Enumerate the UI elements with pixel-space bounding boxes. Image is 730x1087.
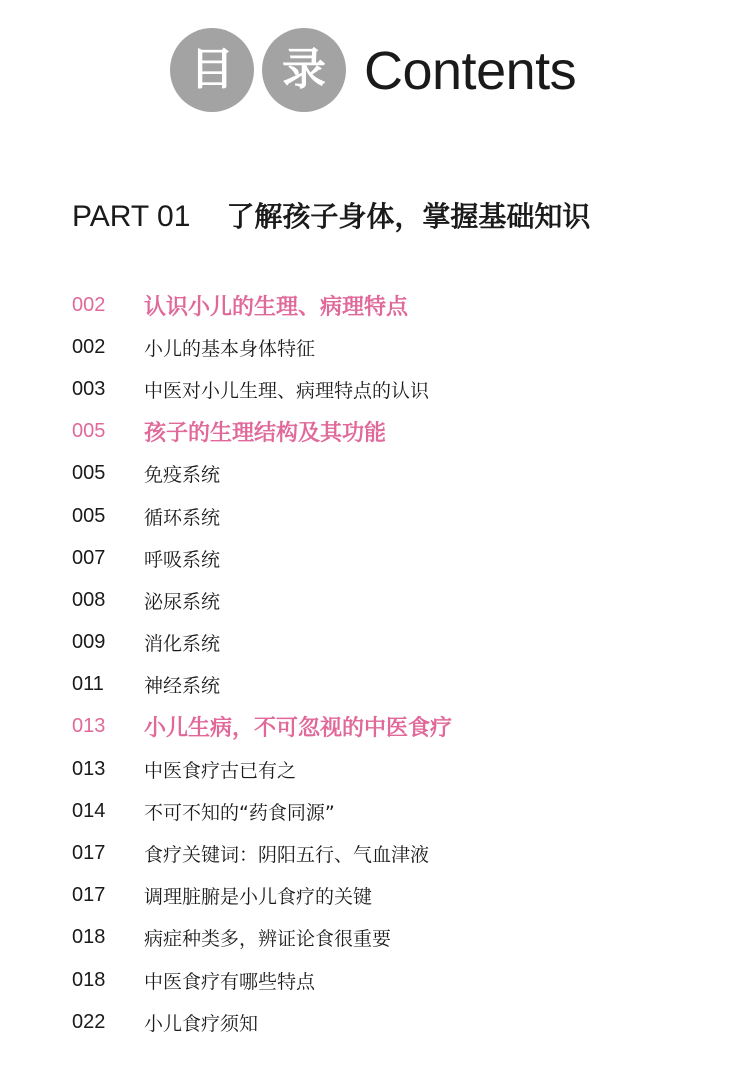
toc-entry-title: 不可不知的“药食同源” xyxy=(144,801,335,824)
toc-entry-title: 中医食疗有哪些特点 xyxy=(144,970,316,993)
toc-entry-title: 呼吸系统 xyxy=(144,548,221,571)
toc-section-heading[interactable] xyxy=(72,706,692,748)
toc-section-heading[interactable] xyxy=(72,284,692,326)
toc-entry-title: 小儿的基本身体特征 xyxy=(144,337,316,360)
toc-entry[interactable] xyxy=(72,537,692,579)
toc-page-number: 018 xyxy=(72,926,106,949)
toc-entry-title: 认识小儿的生理、病理特点 xyxy=(144,293,409,320)
toc-entry-title: 中医食疗古已有之 xyxy=(144,759,297,782)
toc-entry[interactable] xyxy=(72,832,692,874)
toc-page-number: 022 xyxy=(72,1010,106,1033)
contents-header xyxy=(0,28,730,112)
toc-entry[interactable] xyxy=(72,1001,692,1043)
toc-page-number: 017 xyxy=(72,884,106,907)
toc-page-number: 002 xyxy=(72,335,106,358)
toc-entry[interactable] xyxy=(72,453,692,495)
toc-page-number: 017 xyxy=(72,842,106,865)
toc-page-number: 013 xyxy=(72,715,106,738)
toc-entry[interactable] xyxy=(72,579,692,621)
toc-entry[interactable] xyxy=(72,664,692,706)
toc-entry-title: 中医对小儿生理、病理特点的认识 xyxy=(144,379,430,402)
toc-entry-title: 食疗关键词：阴阳五行、气血津液 xyxy=(144,844,430,867)
toc-page-number: 005 xyxy=(72,420,106,443)
part-heading xyxy=(72,194,712,240)
toc-entry[interactable] xyxy=(72,875,692,917)
header-char-lu: 录 xyxy=(282,44,326,95)
toc-entry-title: 病症种类多，辨证论食很重要 xyxy=(144,928,392,951)
toc-entry[interactable] xyxy=(72,748,692,790)
toc-list xyxy=(72,284,692,1043)
toc-entry[interactable] xyxy=(72,790,692,832)
mu-circle-badge xyxy=(170,28,254,112)
toc-entry-title: 消化系统 xyxy=(144,633,221,656)
header-char-mu: 目 xyxy=(190,44,234,95)
toc-page-number: 013 xyxy=(72,757,106,780)
toc-page-number: 002 xyxy=(72,293,106,316)
toc-page-number: 005 xyxy=(72,462,106,485)
toc-entry[interactable] xyxy=(72,622,692,664)
toc-page-number: 008 xyxy=(72,588,106,611)
toc-page-number: 007 xyxy=(72,546,106,569)
toc-entry[interactable] xyxy=(72,368,692,410)
header-title-en: Contents xyxy=(364,41,577,101)
toc-page-number: 014 xyxy=(72,799,106,822)
toc-entry[interactable] xyxy=(72,959,692,1001)
toc-entry-title: 免疫系统 xyxy=(144,464,221,487)
toc-entry-title: 小儿食疗须知 xyxy=(144,1012,259,1035)
toc-page-number: 018 xyxy=(72,968,106,991)
toc-entry[interactable] xyxy=(72,326,692,368)
part-title: 了解孩子身体，掌握基础知识 xyxy=(226,200,591,233)
toc-entry-title: 孩子的生理结构及其功能 xyxy=(144,420,387,447)
toc-page-number: 009 xyxy=(72,631,106,654)
part-label: PART 01 xyxy=(72,200,191,233)
toc-page-number: 011 xyxy=(72,673,104,696)
toc-entry-title: 泌尿系统 xyxy=(144,590,221,613)
toc-page-number: 005 xyxy=(72,504,106,527)
toc-entry[interactable] xyxy=(72,495,692,537)
toc-entry-title: 小儿生病，不可忽视的中医食疗 xyxy=(144,715,453,742)
toc-entry-title: 调理脏腑是小儿食疗的关键 xyxy=(144,886,373,909)
toc-section-heading[interactable] xyxy=(72,411,692,453)
toc-page-number: 003 xyxy=(72,377,106,400)
toc-entry-title: 神经系统 xyxy=(144,675,221,698)
toc-entry-title: 循环系统 xyxy=(144,506,221,529)
toc-entry[interactable] xyxy=(72,917,692,959)
lu-circle-badge xyxy=(262,28,346,112)
